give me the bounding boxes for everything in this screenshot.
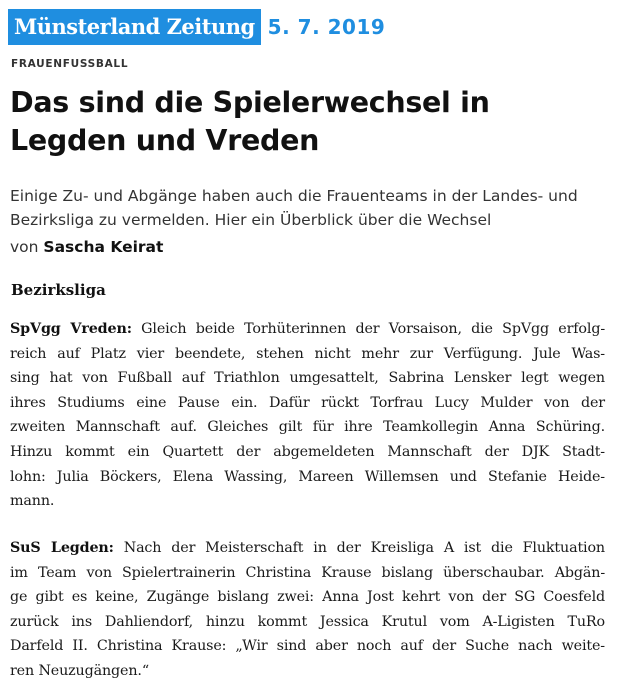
paragraph-text: Gleich beide Torhüterinnen der Vorsaison, die SpVgg erfolg- bbox=[131, 321, 605, 337]
paragraph-line: lohn: Julia Böckers, Elena Wassing, Mareen Willemsen und Stefanie Heide- bbox=[10, 468, 605, 485]
paragraph-lead: SpVgg Vreden: bbox=[10, 321, 132, 337]
byline bbox=[10, 235, 163, 259]
paragraph-line: im Team von Spielertrainerin Christina Krause bislang überschaubar. Abgän- bbox=[10, 564, 605, 581]
publication-date: 5. 7. 2019 bbox=[267, 15, 386, 39]
paragraph-line bbox=[10, 536, 605, 561]
teaser-line: Einige Zu- und Abgänge haben auch die Frauenteams in der Landes- und bbox=[10, 187, 578, 205]
section-heading: Bezirksliga bbox=[11, 281, 106, 299]
paragraph-line: sing hat von Fußball auf Triathlon umgesattelt, Sabrina Lensker legt wegen bbox=[10, 370, 605, 387]
article-headline bbox=[10, 84, 600, 160]
paragraph-line bbox=[10, 317, 605, 342]
author-link[interactable]: Sascha Keirat bbox=[43, 238, 164, 256]
article-kicker: FRAUENFUSSBALL bbox=[11, 58, 129, 70]
paragraph-line: Darfeld II. Christina Krause: „Wir sind aber noch auf der Suche nach weite- bbox=[10, 638, 605, 655]
paragraph-line: ren Neuzugängen.“ bbox=[10, 662, 149, 679]
headline-line: Legden und Vreden bbox=[10, 124, 320, 157]
article-teaser bbox=[10, 184, 610, 232]
paragraph-line: mann. bbox=[10, 493, 55, 510]
paragraph-line: ihres Studiums eine Pause ein. Dafür rückt Torfrau Lucy Mulder von der bbox=[10, 394, 605, 411]
byline-prefix: von bbox=[10, 238, 39, 256]
paragraph-line: Hinzu kommt ein Quartett der abgemeldeten Mannschaft der DJK Stadt- bbox=[10, 443, 605, 460]
paragraph-sus-legden bbox=[10, 536, 605, 684]
paragraph-line: zurück ins Dahliendorf, hinzu kommt Jessica Krutul vom A-Ligisten TuRo bbox=[10, 613, 605, 630]
paragraph-line: ge gibt es keine, Zugänge bislang zwei: Anna Jost kehrt von der SG Coesfeld bbox=[10, 589, 605, 606]
paragraph-line: reich auf Platz vier beendete, stehen nicht mehr zur Verfügung. Jule Was- bbox=[10, 345, 605, 362]
publication-logo: Münsterland Zeitung bbox=[8, 9, 261, 45]
teaser-line: Bezirksliga zu vermelden. Hier ein Überblick über die Wechsel bbox=[10, 211, 492, 229]
paragraph-line: zweiten Mannschaft auf. Gleiches gilt für ihre Teamkollegin Anna Schüring. bbox=[10, 419, 605, 436]
paragraph-spvgg-vreden bbox=[10, 317, 605, 514]
paragraph-text: Nach der Meisterschaft in der Kreisliga A ist die Fluktuation bbox=[113, 540, 605, 556]
masthead bbox=[8, 7, 385, 47]
paragraph-lead: SuS Legden: bbox=[10, 540, 114, 556]
headline-line: Das sind die Spielerwechsel in bbox=[10, 86, 490, 119]
